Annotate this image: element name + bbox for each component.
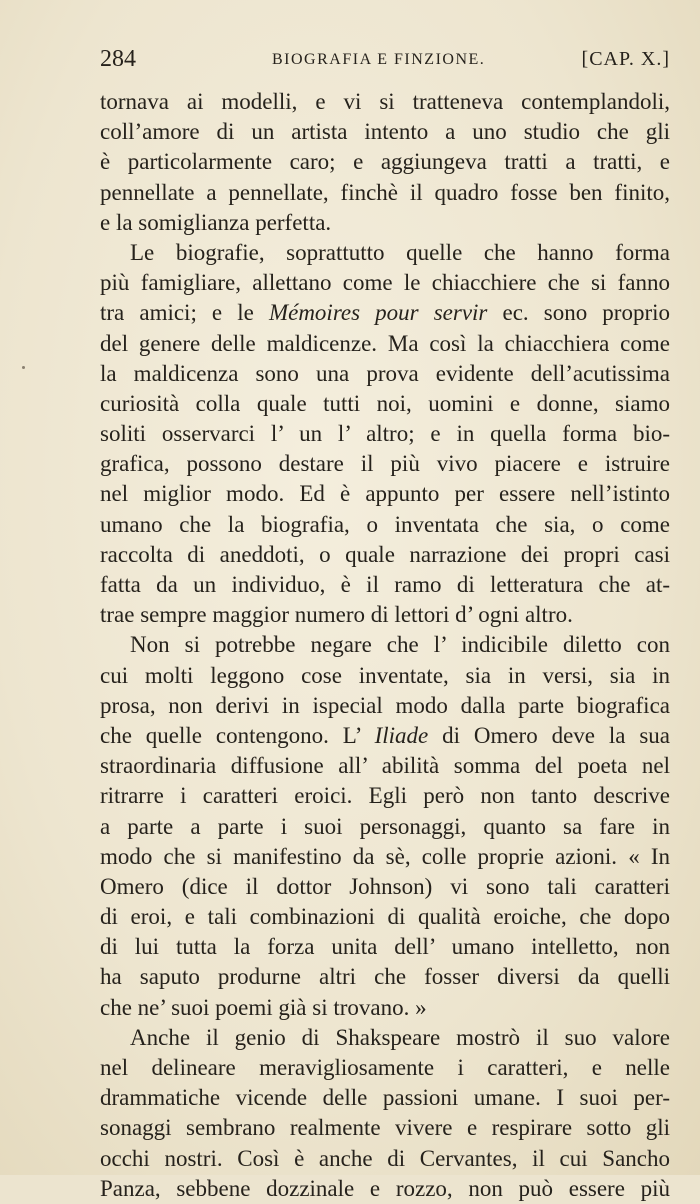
text-run: Non si potrebbe negare che l’ indicibile diletto con	[130, 632, 670, 658]
text-line	[100, 962, 670, 992]
text-line	[100, 208, 670, 238]
text-run: nel delineare meravigliosamente i caratteri, e nelle	[100, 1055, 670, 1080]
text-line	[100, 359, 670, 389]
text-line	[100, 238, 670, 268]
italic-title: Mémoires pour servir	[268, 300, 488, 326]
text-line	[100, 1174, 670, 1204]
text-line	[100, 751, 670, 781]
text-run: Le biografie, soprattutto quelle che hanno forma	[130, 239, 670, 265]
text-run: è particolarmente caro; e aggiungeva tratti a tratti, e	[100, 149, 670, 175]
page-number: 284	[100, 46, 136, 72]
text-run: e la somiglianza perfetta.	[100, 209, 332, 235]
text-line	[100, 630, 670, 660]
text-run: a parte a parte i suoi personaggi, quanto sa fare in	[100, 813, 670, 839]
text-run: raccolta di aneddoti, o quale narrazione dei propri casi	[100, 541, 670, 567]
running-title: BIOGRAFIA E FINZIONE.	[272, 51, 486, 68]
text-run: di Omero deve la sua	[428, 722, 670, 748]
text-line	[100, 570, 670, 600]
text-line	[100, 721, 670, 751]
text-run: modo che si manifestino da sè, colle proprie azioni. « In	[100, 843, 670, 869]
text-run: coll’amore di un artista intento a uno studio che gli	[100, 119, 670, 145]
text-run: occhi nostri. Così è anche di Cervantes, il cui Sancho	[100, 1145, 670, 1171]
text-line	[100, 1053, 670, 1083]
body-text	[100, 87, 670, 1204]
text-run: cui molti leggono cose inventate, sia in versi, sia in	[100, 662, 670, 688]
text-line	[100, 812, 670, 842]
text-line	[100, 932, 670, 962]
text-run: tra amici; e le	[100, 300, 269, 326]
text-line	[100, 993, 670, 1023]
text-run: soliti osservarci l’ un l’ altro; e in quella forma bio-	[100, 421, 670, 447]
text-line	[100, 902, 670, 932]
text-line	[100, 842, 670, 872]
text-line	[100, 510, 670, 540]
chapter-reference: [CAP. X.]	[581, 48, 670, 70]
text-line	[100, 117, 670, 147]
text-run: curiosità colla quale tutti noi, uomini e donne, siamo	[100, 390, 670, 416]
text-run: più famigliare, allettano come le chiacchiere che si fanno	[100, 270, 670, 296]
text-line	[100, 449, 670, 479]
text-line	[100, 479, 670, 509]
text-run: trae sempre maggior numero di lettori d’ ogni altro.	[100, 602, 573, 628]
text-run: fatta da un individuo, è il ramo di letteratura che at-	[100, 572, 670, 597]
text-run: ritrarre i caratteri eroici. Egli però non tanto descrive	[100, 783, 670, 809]
text-run: di lui tutta la forza unita dell’ umano intelletto, non	[100, 934, 670, 960]
text-run: pennellate a pennellate, finchè il quadro fosse ben finito,	[100, 179, 670, 205]
text-line	[100, 1144, 670, 1174]
text-run: grafica, possono destare il più vivo piacere e istruire	[100, 451, 670, 477]
paper-speck	[22, 366, 25, 369]
text-run: nel miglior modo. Ed è appunto per essere nell’istinto	[100, 481, 670, 507]
text-line	[100, 781, 670, 811]
text-line	[100, 1083, 670, 1113]
text-line	[100, 691, 670, 721]
text-run: che quelle contengono. L’	[100, 722, 375, 748]
text-line	[100, 419, 670, 449]
text-line	[100, 661, 670, 691]
running-header	[100, 46, 670, 80]
text-run: ha saputo produrne altri che fosser diversi da quelli	[100, 964, 670, 990]
text-run: drammatiche vicende delle passioni umane. I suoi per-	[100, 1085, 670, 1111]
text-run: Panza, sebbene dozzinale e rozzo, non può essere più	[100, 1175, 670, 1201]
text-run: tornava ai modelli, e vi si tratteneva contemplandoli,	[100, 89, 670, 114]
text-line	[100, 389, 670, 419]
text-run: sonaggi sembrano realmente vivere e respirare sotto gli	[100, 1115, 670, 1141]
text-line	[100, 1113, 670, 1143]
text-run: del genere delle maldicenze. Ma così la chiacchiera come	[100, 330, 670, 356]
text-line	[100, 872, 670, 902]
text-line	[100, 1023, 670, 1053]
text-run: umano che la biografia, o inventata che sia, o come	[100, 511, 670, 537]
text-run: Anche il genio di Shakspeare mostrò il suo valore	[130, 1024, 670, 1050]
text-run: di eroi, e tali combinazioni di qualità eroiche, che dopo	[100, 904, 670, 930]
text-line	[100, 268, 670, 298]
text-line	[100, 147, 670, 177]
text-line	[100, 540, 670, 570]
italic-title: Iliade	[374, 722, 429, 748]
text-run: la maldicenza sono una prova evidente dell’acutissima	[100, 360, 670, 386]
text-line	[100, 87, 670, 117]
text-run: Omero (dice il dottor Johnson) vi sono tali caratteri	[100, 873, 670, 899]
text-line	[100, 329, 670, 359]
text-run: prosa, non derivi in ispecial modo dalla parte biografica	[100, 692, 670, 718]
text-run: ec. sono proprio	[487, 300, 670, 326]
text-line	[100, 178, 670, 208]
text-run: straordinaria diffusione all’ abilità somma del poeta nel	[100, 753, 670, 779]
text-line	[100, 600, 670, 630]
text-run: che ne’ suoi poemi già si trovano. »	[100, 994, 427, 1020]
text-line	[100, 298, 670, 328]
